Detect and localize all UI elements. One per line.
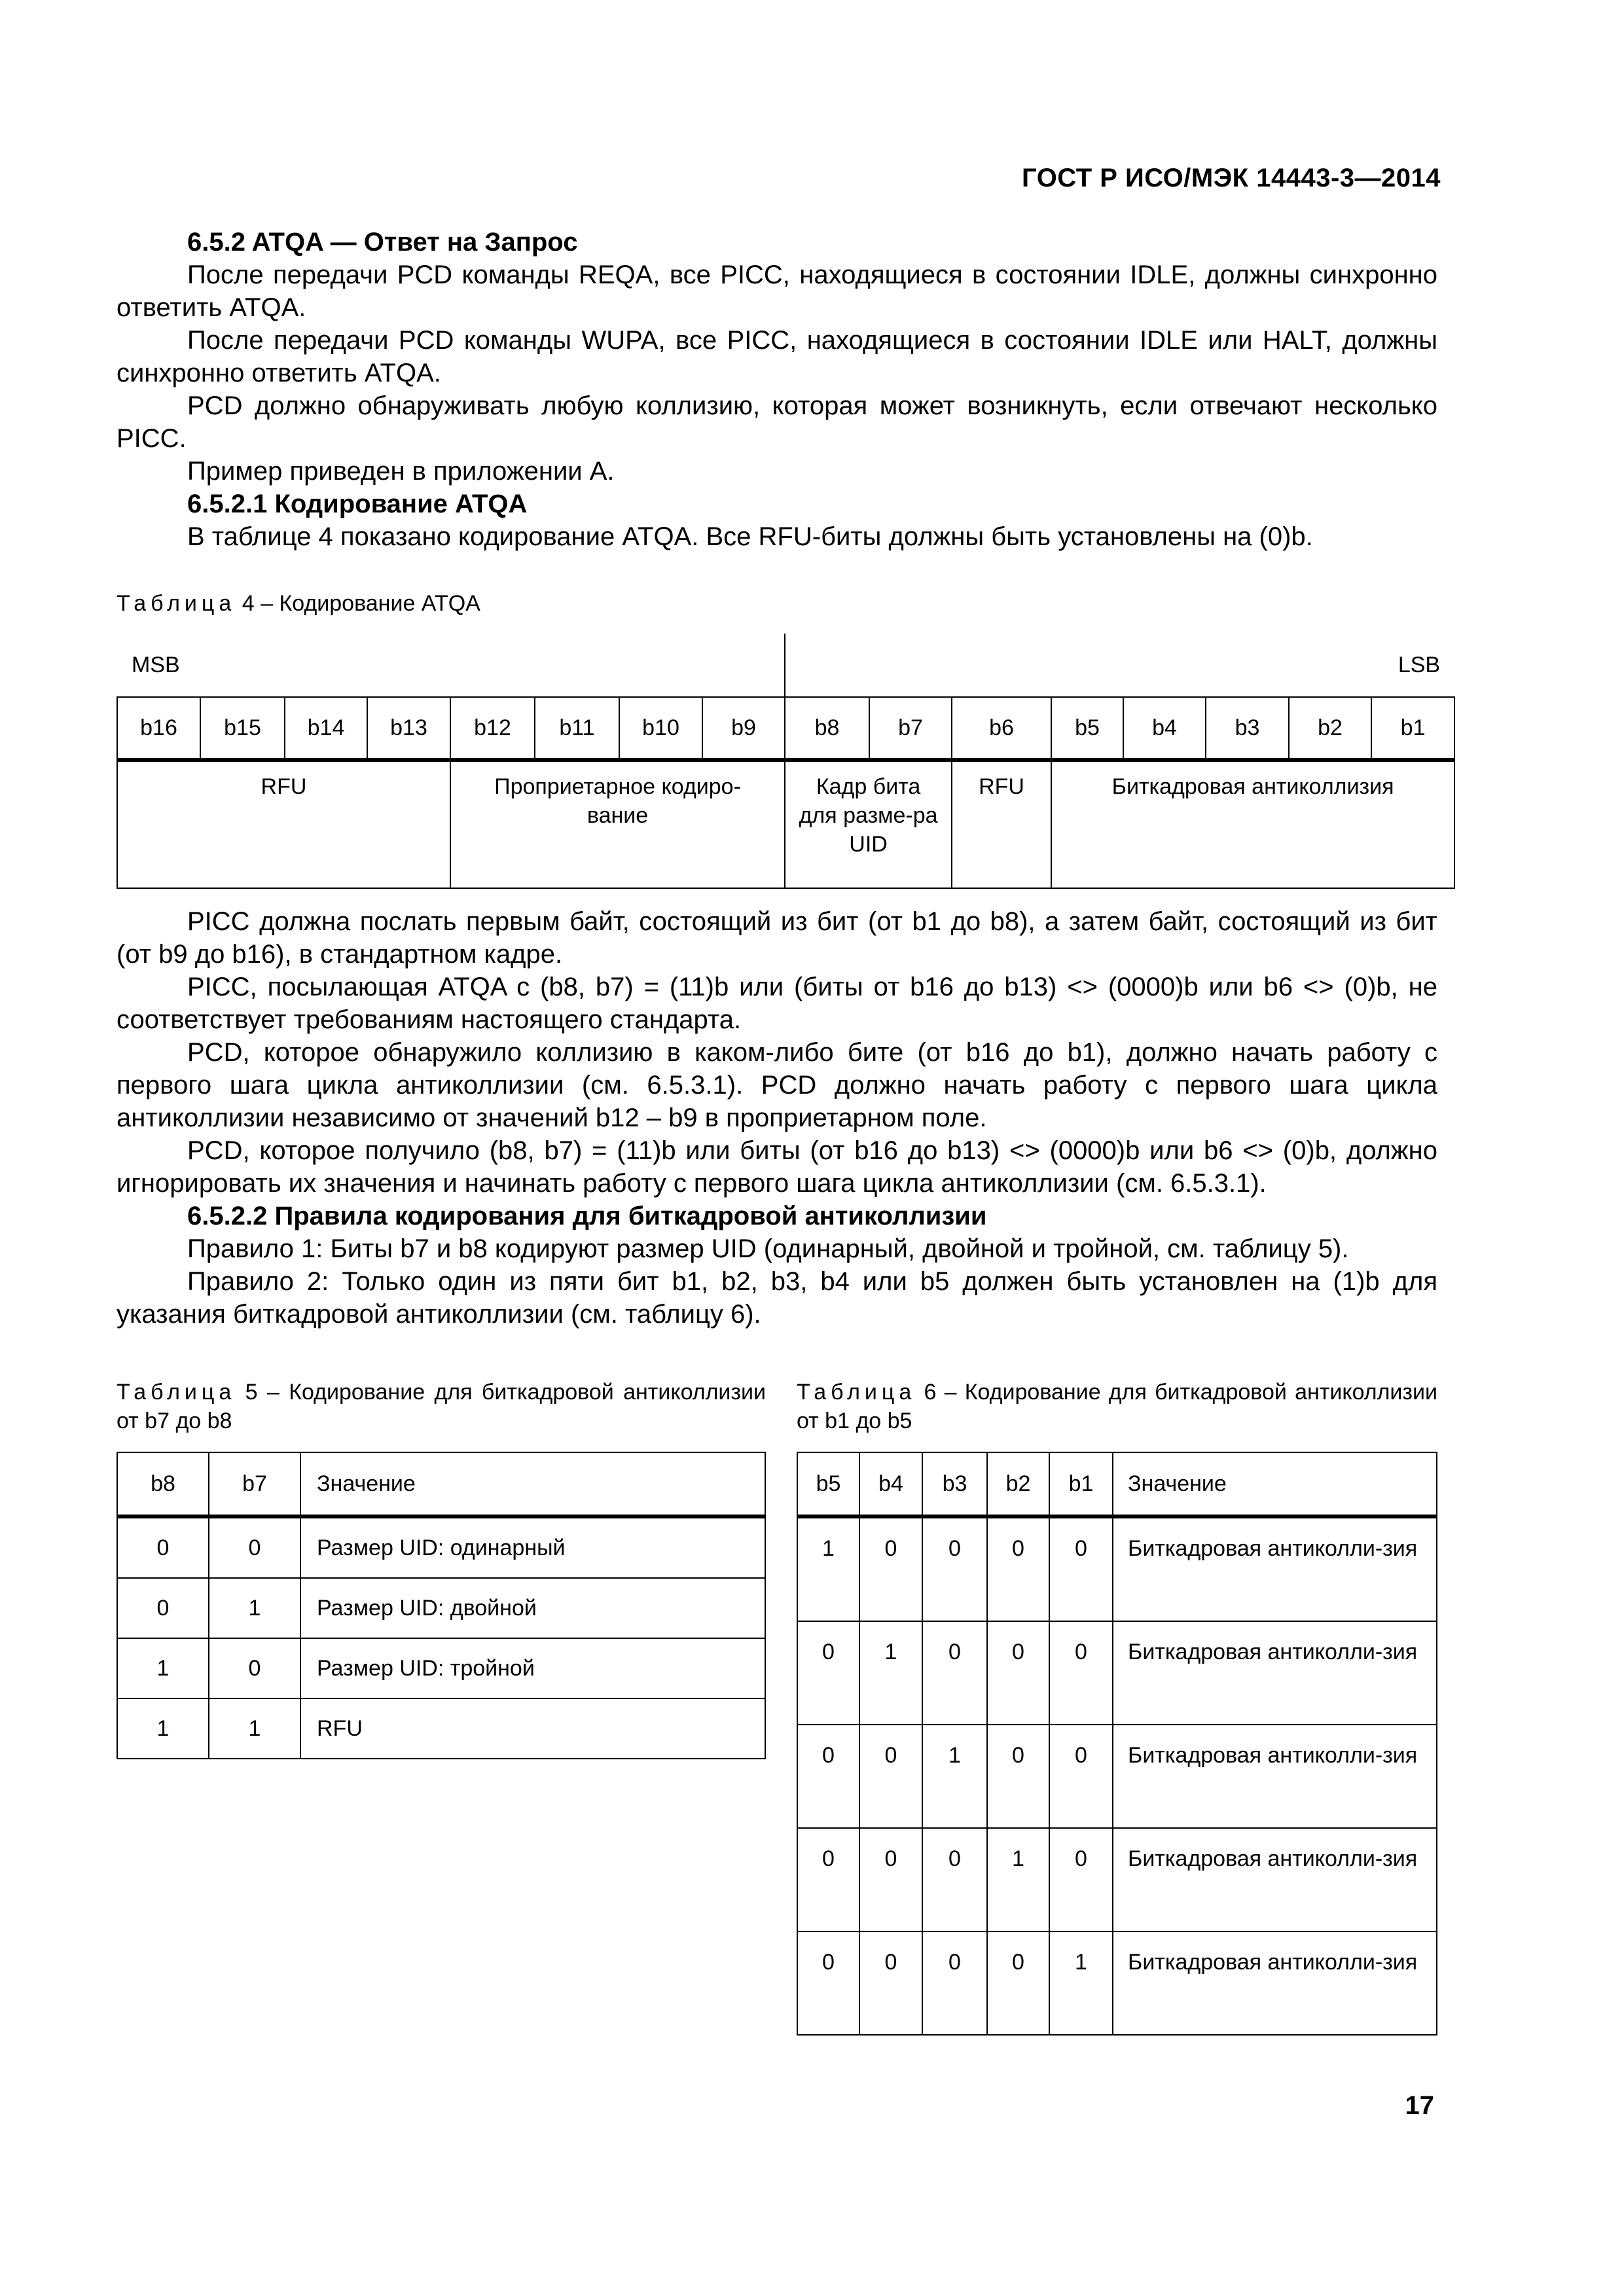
table-cell: 1: [209, 1698, 300, 1759]
bit-cell: b5: [1051, 697, 1123, 760]
paragraph: PICC должна послать первым байт, состоящий из бит (от b1 до b8), а затем байт, состоящий из бит (от b9 до b16), в стандартном кадре.: [117, 907, 1437, 969]
bit-cell: b1: [1371, 697, 1454, 760]
table-cell: 0: [987, 1931, 1049, 2035]
table-row: [117, 1516, 765, 1578]
table-cell: Биткадровая антиколли-зия: [1113, 1621, 1437, 1725]
bit-cell: b9: [702, 697, 785, 760]
bit-cell: b16: [117, 697, 200, 760]
table-cell: 1: [987, 1828, 1049, 1931]
paragraph: В таблице 4 показано кодирование ATQA. Все RFU-биты должны быть установлены на (0)b.: [187, 522, 1313, 551]
table-row: [117, 1578, 765, 1638]
bit-cell: b14: [285, 697, 367, 760]
field-row: [117, 760, 1454, 888]
column-header: b3: [922, 1452, 987, 1516]
table-cell: 0: [1049, 1828, 1113, 1931]
page-number: 17: [1405, 2091, 1434, 2120]
column-header: b1: [1049, 1452, 1113, 1516]
table-cell: 0: [117, 1516, 209, 1578]
paragraph: PICC, посылающая ATQA с (b8, b7) = (11)b или (биты от b16 до b13) <> (0000)b или b6 <> (0)b, не соответствует требованиям настоящего стандарта.: [117, 973, 1437, 1034]
table-cell: RFU: [300, 1698, 765, 1759]
paragraph: После передачи PCD команды WUPA, все PICC, находящиеся в состоянии IDLE или HALT, должны синхронно ответить ATQA.: [117, 326, 1437, 387]
bit-cell: b4: [1123, 697, 1206, 760]
column-header: b7: [209, 1452, 300, 1516]
table-cell: 0: [922, 1931, 987, 2035]
bit-cell: b10: [619, 697, 702, 760]
bit-cell: b15: [200, 697, 285, 760]
table-cell: 0: [987, 1621, 1049, 1725]
table-cell: 0: [117, 1578, 209, 1638]
msb-label: MSB: [132, 652, 180, 677]
caption-text: 4 – Кодирование ATQA: [236, 591, 480, 616]
table-cell: 1: [209, 1578, 300, 1638]
table-cell: 1: [797, 1516, 859, 1621]
section-6-5-2: [117, 226, 1437, 553]
caption-text: 5 – Кодирование для биткадровой антиколлизии от b7 до b8: [117, 1380, 766, 1433]
table-cell: 0: [1049, 1621, 1113, 1725]
column-header: Значение: [1113, 1452, 1437, 1516]
table-cell: 0: [797, 1828, 859, 1931]
table-cell: 1: [117, 1638, 209, 1698]
paragraph: Пример приведен в приложении A.: [187, 457, 615, 486]
caption-text: 6 – Кодирование для биткадровой антиколлизии от b1 до b5: [797, 1380, 1437, 1433]
table-5-caption: [117, 1378, 766, 1435]
caption-word: Таблица: [117, 1380, 236, 1405]
column-header: b4: [859, 1452, 922, 1516]
table-row: [117, 1698, 765, 1759]
caption-word: Таблица: [117, 591, 236, 616]
column-header: b2: [987, 1452, 1049, 1516]
table-cell: 0: [859, 1516, 922, 1621]
column-header: Значение: [300, 1452, 765, 1516]
table-cell: 1: [1049, 1931, 1113, 2035]
lsb-label: LSB: [785, 634, 1454, 697]
bit-cell: b12: [450, 697, 535, 760]
table-cell: 0: [1049, 1516, 1113, 1621]
table-cell: 0: [859, 1725, 922, 1828]
table-cell: Размер UID: тройной: [300, 1638, 765, 1698]
table-row: [797, 1725, 1437, 1828]
bit-cell: b6: [952, 697, 1051, 760]
field-rfu-b6: RFU: [952, 760, 1051, 888]
paragraph: Правило 2: Только один из пяти бит b1, b2, b3, b4 или b5 должен быть установлен на (1)b для указания биткадровой антиколлизии (см. таблицу 6).: [117, 1267, 1437, 1329]
table-cell: 0: [859, 1828, 922, 1931]
table-cell: 0: [209, 1516, 300, 1578]
table-cell: 0: [859, 1931, 922, 2035]
table-header-row: [117, 1452, 765, 1516]
bit-cell: b3: [1206, 697, 1289, 760]
standard-designation: ГОСТ Р ИСО/МЭК 14443-3—2014: [1022, 164, 1441, 192]
table-cell: 0: [922, 1828, 987, 1931]
paragraph: Правило 1: Биты b7 и b8 кодируют размер UID (одинарный, двойной и тройной, см. таблицу 5).: [187, 1234, 1349, 1263]
table-cell: Размер UID: двойной: [300, 1578, 765, 1638]
table-row: [797, 1621, 1437, 1725]
table-cell: 1: [859, 1621, 922, 1725]
section-title-6-5-2: 6.5.2 ATQA — Ответ на Запрос: [187, 228, 578, 257]
field-rfu-high: RFU: [117, 760, 450, 888]
paragraph: После передачи PCD команды REQA, все PICC, находящиеся в состоянии IDLE, должны синхронно ответить ATQA.: [117, 260, 1437, 322]
table-cell: Размер UID: одинарный: [300, 1516, 765, 1578]
table-cell: 0: [987, 1516, 1049, 1621]
table-cell: Биткадровая антиколли-зия: [1113, 1725, 1437, 1828]
table-row: [797, 1516, 1437, 1621]
table-cell: 0: [209, 1638, 300, 1698]
table-cell: Биткадровая антиколли-зия: [1113, 1516, 1437, 1621]
table-row: [797, 1931, 1437, 2035]
table-cell: Биткадровая антиколли-зия: [1113, 1931, 1437, 2035]
table-cell: 0: [987, 1725, 1049, 1828]
bit-cell: b7: [869, 697, 952, 760]
table-5-uid-size-coding: [117, 1452, 766, 1759]
table-header-row: [797, 1452, 1437, 1516]
bit-header-row: [117, 697, 1454, 760]
table-4-atqa-coding: [117, 634, 1455, 889]
caption-word: Таблица: [797, 1380, 916, 1405]
paragraph: PCD должно обнаруживать любую коллизию, которая может возникнуть, если отвечают несколько PICC.: [117, 391, 1437, 453]
field-uid-size: Кадр бита для разме-ра UID: [785, 760, 952, 888]
table-cell: 1: [922, 1725, 987, 1828]
bit-cell: b2: [1289, 697, 1371, 760]
bit-cell: b13: [367, 697, 450, 760]
bit-cell: b8: [785, 697, 869, 760]
section-title-6-5-2-1: 6.5.2.1 Кодирование ATQA: [187, 490, 528, 518]
table-cell: 0: [797, 1621, 859, 1725]
field-proprietary: Проприетарное кодиро-вание: [450, 760, 785, 888]
section-title-6-5-2-2: 6.5.2.2 Правила кодирования для биткадровой антиколлизии: [187, 1202, 987, 1230]
column-header: b8: [117, 1452, 209, 1516]
table-row: [117, 1638, 765, 1698]
table-cell: 0: [922, 1621, 987, 1725]
table-6-bitframe-coding: [797, 1452, 1437, 2036]
table-cell: 0: [1049, 1725, 1113, 1828]
paragraph: PCD, которое обнаружило коллизию в каком-либо бите (от b16 до b1), должно начать работу с первого шага цикла антиколлизии (см. 6.5.3.1). PCD должно начать работу с первого шага цикла антиколлизии независимо от значений b12 – b9 в проприетарном поле.: [117, 1038, 1437, 1132]
table-4-caption: [117, 589, 1437, 618]
table-cell: 0: [797, 1931, 859, 2035]
column-header: b5: [797, 1452, 859, 1516]
table-cell: 0: [922, 1516, 987, 1621]
bit-cell: b11: [535, 697, 619, 760]
field-bitframe: Биткадровая антиколлизия: [1051, 760, 1454, 888]
body-after-table-4: [117, 905, 1437, 1331]
table-cell: Биткадровая антиколли-зия: [1113, 1828, 1437, 1931]
table-6-caption: [797, 1378, 1437, 1435]
table-cell: 1: [117, 1698, 209, 1759]
table-cell: 0: [797, 1725, 859, 1828]
table-row: [797, 1828, 1437, 1931]
paragraph: PCD, которое получило (b8, b7) = (11)b или биты (от b16 до b13) <> (0000)b или b6 <> (0)b, должно игнорировать их значения и начинать работу с первого шага цикла антиколлизии (см. 6.5.3.1).: [117, 1136, 1437, 1198]
